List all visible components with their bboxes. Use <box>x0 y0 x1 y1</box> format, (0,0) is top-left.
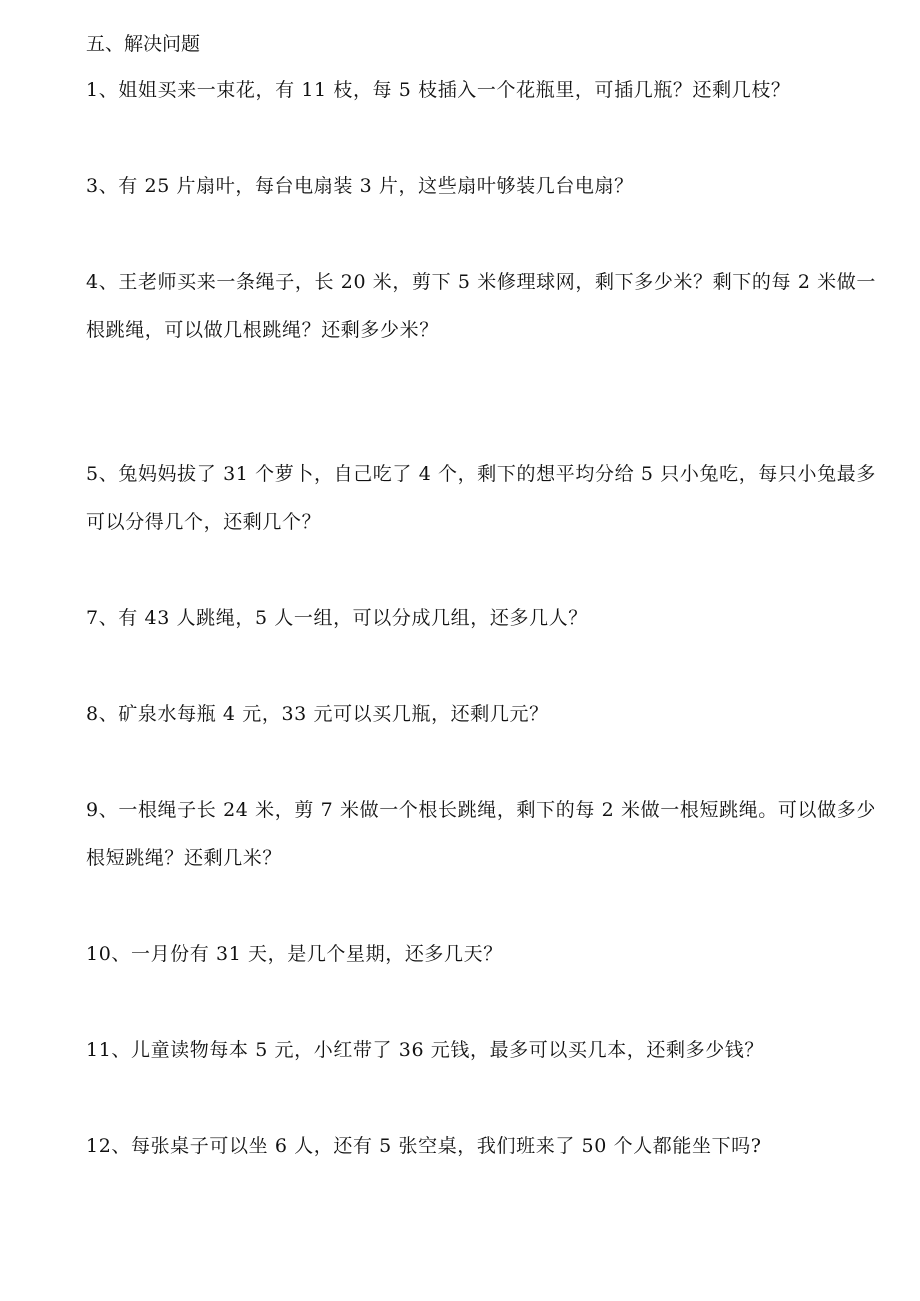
problem-1: 1、姐姐买来一束花，有 11 枝，每 5 枝插入一个花瓶里，可插几瓶？还剩几枝？ <box>86 79 791 101</box>
section-title: 五、解决问题 <box>86 33 201 55</box>
problem-9: 9、一根绳子长 24 米，剪 7 米做一个根长跳绳，剩下的每 2 米做一根短跳绳。可以做多少根短跳绳？还剩几米？ <box>86 799 876 869</box>
problem-5: 5、兔妈妈拔了 31 个萝卜，自己吃了 4 个，剩下的想平均分给 5 只小兔吃，每只小兔最多可以分得几个，还剩几个？ <box>86 463 876 533</box>
problem-11: 11、儿童读物每本 5 元，小红带了 36 元钱，最多可以买几本，还剩多少钱？ <box>86 1039 765 1061</box>
problem-10: 10、一月份有 31 天，是几个星期，还多几天？ <box>86 943 503 965</box>
problem-12: 12、每张桌子可以坐 6 人，还有 5 张空桌，我们班来了 50 个人都能坐下吗? <box>86 1135 762 1157</box>
problem-8: 8、矿泉水每瓶 4 元，33 元可以买几瓶，还剩几元？ <box>86 703 549 725</box>
problem-3: 3、有 25 片扇叶，每台电扇装 3 片，这些扇叶够装几台电扇？ <box>86 175 634 197</box>
problem-7: 7、有 43 人跳绳，5 人一组，可以分成几组，还多几人？ <box>86 607 588 629</box>
problem-4: 4、王老师买来一条绳子，长 20 米，剪下 5 米修理球网，剩下多少米？剩下的每 2 米做一根跳绳，可以做几根跳绳？还剩多少米？ <box>86 271 876 341</box>
